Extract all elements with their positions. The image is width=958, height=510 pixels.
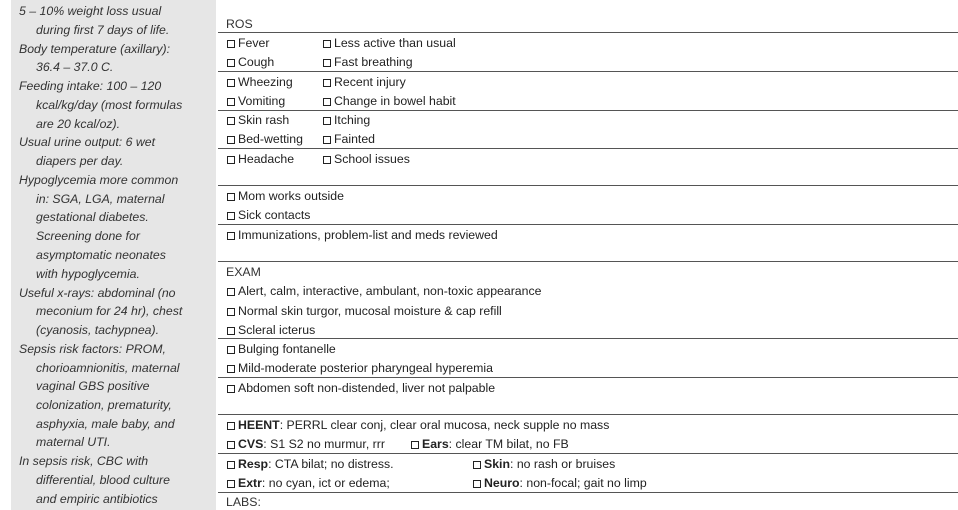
exam-neuro[interactable]: Neuro: non-focal; gait no limp: [473, 475, 647, 491]
divider: [218, 338, 958, 339]
checkbox[interactable]: [323, 136, 331, 144]
divider: [218, 110, 958, 111]
sidebar-note-line: in: SGA, LGA, maternal: [36, 192, 165, 206]
sidebar-note-line: asphyxia, male baby, and: [36, 417, 175, 431]
divider: [218, 492, 958, 493]
sidebar-note-line: asymptomatic neonates: [36, 248, 166, 262]
sidebar-note-line: chorioamnionitis, maternal: [36, 361, 180, 375]
exam-item[interactable]: Abdomen soft non-distended, liver not palpable: [227, 380, 495, 396]
divider: [218, 185, 958, 186]
checkbox[interactable]: [323, 40, 331, 48]
sidebar-note-line: Useful x-rays: abdominal (no: [19, 286, 176, 300]
sidebar-note-line: with hypoglycemia.: [36, 267, 140, 281]
divider: [218, 71, 958, 72]
sick-contacts-item[interactable]: Sick contacts: [227, 207, 310, 223]
divider: [218, 224, 958, 225]
ros-item-less-active[interactable]: Less active than usual: [323, 35, 456, 51]
ros-item-vomiting[interactable]: Vomiting: [227, 93, 285, 109]
sidebar-note-line: maternal UTI.: [36, 435, 111, 449]
divider: [218, 377, 958, 378]
checkbox[interactable]: [323, 59, 331, 67]
checkbox[interactable]: [227, 327, 235, 335]
exam-item[interactable]: Normal skin turgor, mucosal moisture & cap refill: [227, 303, 502, 319]
exam-item[interactable]: Mild-moderate posterior pharyngeal hyperemia: [227, 360, 493, 376]
sidebar-note-line: In sepsis risk, CBC with: [19, 454, 149, 468]
sidebar-note-line: Body temperature (axillary):: [19, 42, 171, 56]
checkbox[interactable]: [227, 346, 235, 354]
ros-item-wheezing[interactable]: Wheezing: [227, 74, 293, 90]
checkbox[interactable]: [227, 40, 235, 48]
ros-item-skin-rash[interactable]: Skin rash: [227, 112, 289, 128]
checkbox[interactable]: [227, 480, 235, 488]
checkbox[interactable]: [473, 461, 481, 469]
exam-heading: EXAM: [226, 265, 261, 279]
checkbox[interactable]: [227, 156, 235, 164]
sidebar-note-line: (cyanosis, tachypnea).: [36, 323, 160, 337]
ros-item-recent-injury[interactable]: Recent injury: [323, 74, 406, 90]
divider: [218, 261, 958, 262]
sidebar-note-line: Usual urine output: 6 wet: [19, 135, 156, 149]
ros-item-fast-breathing[interactable]: Fast breathing: [323, 54, 413, 70]
checkbox[interactable]: [227, 365, 235, 373]
exam-skin[interactable]: Skin: no rash or bruises: [473, 456, 615, 472]
sidebar-note-line: during first 7 days of life.: [36, 23, 170, 37]
checkbox[interactable]: [227, 385, 235, 393]
divider: [218, 414, 958, 415]
checkbox[interactable]: [227, 79, 235, 87]
exam-cvs[interactable]: CVS: S1 S2 no murmur, rrr: [227, 436, 385, 452]
ros-item-bowel-habit[interactable]: Change in bowel habit: [323, 93, 456, 109]
sidebar-note-line: Screening done for: [36, 229, 140, 243]
labs-heading: LABS:: [226, 495, 261, 509]
checkbox[interactable]: [473, 480, 481, 488]
ros-item-headache[interactable]: Headache: [227, 151, 294, 167]
sidebar-note-line: Hypoglycemia more common: [19, 173, 179, 187]
checkbox[interactable]: [411, 441, 419, 449]
sidebar-note-line: colonization, prematurity,: [36, 398, 172, 412]
sidebar-note-line: 5 – 10% weight loss usual: [19, 4, 162, 18]
sidebar-note-line: gestational diabetes.: [36, 210, 149, 224]
exam-item[interactable]: Bulging fontanelle: [227, 341, 336, 357]
checkbox[interactable]: [227, 461, 235, 469]
checkbox[interactable]: [227, 59, 235, 67]
ros-item-itching[interactable]: Itching: [323, 112, 370, 128]
checkbox[interactable]: [323, 98, 331, 106]
sidebar-note-line: Sepsis risk factors: PROM,: [19, 342, 166, 356]
exam-ears[interactable]: Ears: clear TM bilat, no FB: [411, 436, 569, 452]
sidebar-note-line: meconium for 24 hr), chest: [36, 304, 183, 318]
checkbox[interactable]: [323, 117, 331, 125]
ros-item-school-issues[interactable]: School issues: [323, 151, 410, 167]
checkbox[interactable]: [227, 98, 235, 106]
ros-item-cough[interactable]: Cough: [227, 54, 274, 70]
checkbox[interactable]: [227, 308, 235, 316]
sidebar-note-line: kcal/kg/day (most formulas: [36, 98, 183, 112]
sidebar-note-line: Feeding intake: 100 – 120: [19, 79, 162, 93]
sidebar-note-line: diapers per day.: [36, 154, 124, 168]
ros-item-fever[interactable]: Fever: [227, 35, 269, 51]
exam-resp[interactable]: Resp: CTA bilat; no distress.: [227, 456, 394, 472]
checkbox[interactable]: [227, 212, 235, 220]
checkbox[interactable]: [227, 232, 235, 240]
ros-item-fainted[interactable]: Fainted: [323, 131, 375, 147]
mom-works-outside-item[interactable]: Mom works outside: [227, 188, 344, 204]
checkbox[interactable]: [227, 117, 235, 125]
sidebar-note-line: differential, blood culture: [36, 473, 170, 487]
ros-heading: ROS: [226, 17, 253, 31]
checkbox[interactable]: [227, 136, 235, 144]
sidebar-note-line: 36.4 – 37.0 C.: [36, 60, 114, 74]
checkbox[interactable]: [323, 156, 331, 164]
sidebar-note-line: are 20 kcal/oz).: [36, 117, 121, 131]
divider: [218, 148, 958, 149]
checkbox[interactable]: [227, 422, 235, 430]
checkbox[interactable]: [323, 79, 331, 87]
checkbox[interactable]: [227, 441, 235, 449]
exam-item[interactable]: Scleral icterus: [227, 322, 315, 338]
sidebar-note-line: vaginal GBS positive: [36, 379, 150, 393]
exam-heent[interactable]: HEENT: PERRL clear conj, clear oral mucosa, neck supple no mass: [227, 417, 609, 433]
ros-item-bed-wetting[interactable]: Bed-wetting: [227, 131, 303, 147]
exam-extr[interactable]: Extr: no cyan, ict or edema;: [227, 475, 390, 491]
divider: [218, 32, 958, 33]
divider: [218, 453, 958, 454]
checkbox[interactable]: [227, 193, 235, 201]
exam-item[interactable]: Alert, calm, interactive, ambulant, non-toxic appearance: [227, 283, 541, 299]
sidebar-note-line: and empiric antibiotics: [36, 492, 158, 506]
immunizations-item[interactable]: Immunizations, problem-list and meds reviewed: [227, 227, 498, 243]
checkbox[interactable]: [227, 288, 235, 296]
